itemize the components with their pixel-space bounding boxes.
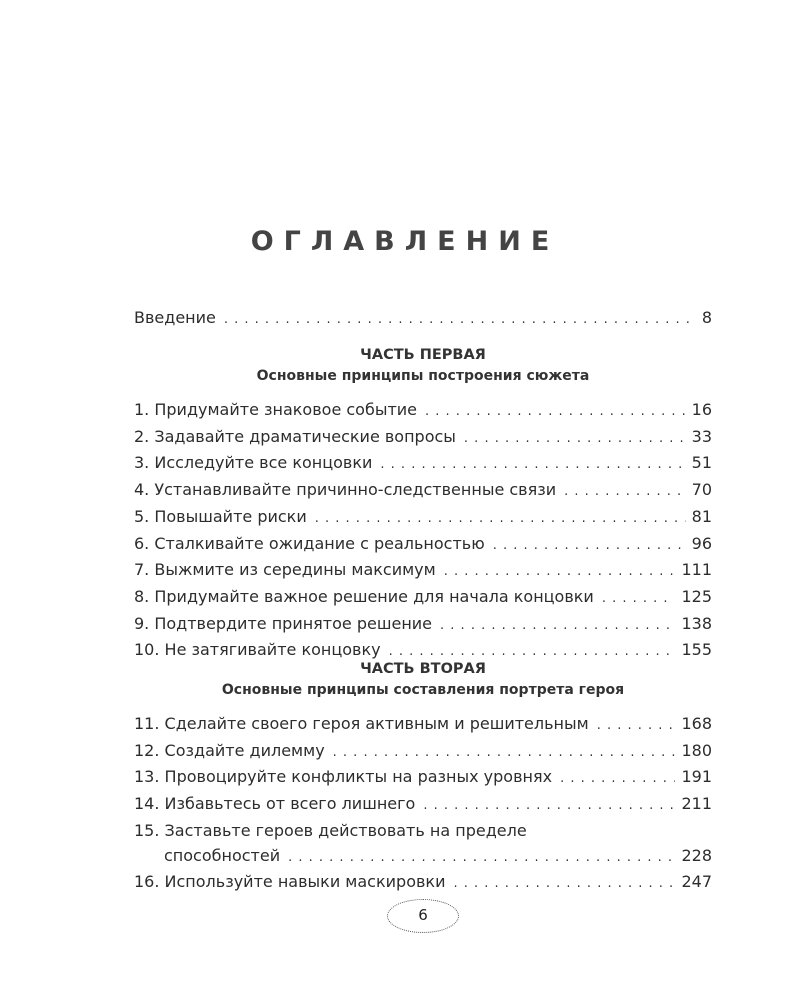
toc-entry[interactable] [134,425,712,452]
toc-entry-label: 1. Придумайте знаковое событие [134,400,418,419]
page-title: ОГЛАВЛЕНИЕ [250,226,560,257]
dot-leader [333,741,676,766]
toc-entry[interactable] [134,505,712,532]
dot-leader [444,560,676,585]
dot-leader [560,767,675,792]
part-two-list [134,712,712,897]
toc-entry-line2 [134,844,712,871]
toc-entry-label: 2. Задавайте драматические вопросы [134,426,456,446]
toc-entry[interactable] [134,558,712,585]
toc-entry-label: 10. Не затягивайте концовку [134,640,381,660]
toc-entry[interactable] [134,398,712,425]
toc-entry-page: 247 [681,872,712,892]
toc-entry-label: 5. Повышайте риски [134,506,307,526]
part-heading: ЧАСТЬ ВТОРАЯ [360,661,486,677]
toc-entry-page: 211 [681,794,712,814]
dot-leader [464,427,686,452]
dot-leader [288,846,675,871]
toc-entry-label-continued: способностей [164,845,281,865]
toc-entry-label: 4. Устанавливайте причинно-следственные связи [134,480,557,500]
page-number: 6 [387,899,459,933]
toc-entry-label: 8. Придумайте важное решение для начала концовки [134,586,594,606]
toc-entry-page: 16 [691,400,712,419]
toc-entry-page: 180 [681,740,712,760]
toc-entry[interactable] [134,532,712,559]
part-two [134,659,712,701]
toc-entry[interactable] [134,765,712,792]
toc-intro [134,306,712,333]
toc-entry-label: 3. Исследуйте все концовки [134,453,373,473]
toc-entry-page: 111 [681,560,712,580]
toc-entry-page: 81 [691,506,712,526]
toc-entry-page: 70 [691,480,712,500]
toc-entry-line1 [134,819,712,844]
toc-entry-label: 9. Подтвердите принятое решение [134,613,433,633]
toc-entry[interactable] [134,451,712,478]
toc-entry[interactable] [134,739,712,766]
toc-entry-label: 12. Создайте дилемму [134,740,325,760]
dot-leader [597,714,676,739]
toc-entry-label: 7. Выжмите из середины максимум [134,560,436,580]
toc-entry-label: 11. Сделайте своего героя активным и решительным [134,714,589,733]
toc-entry-page: 33 [691,426,712,446]
toc-entry[interactable] [134,712,712,739]
toc-entry[interactable] [134,478,712,505]
toc-entry-page: 138 [681,613,712,633]
toc-entry[interactable] [134,819,712,870]
part-subtitle: Основные принципы построения сюжета [256,368,590,384]
toc-entry-page: 51 [691,453,712,473]
dot-leader [423,794,675,819]
toc-entry-label: 6. Сталкивайте ожидание с реальностью [134,533,485,553]
toc-entry[interactable] [134,612,712,639]
toc-entry-page: 125 [681,586,712,606]
toc-entry[interactable] [134,585,712,612]
toc-entry[interactable] [134,870,712,897]
part-one [134,345,712,387]
dot-leader [380,453,685,478]
toc-entry-label: 14. Избавьтесь от всего лишнего [134,794,416,814]
part-subtitle: Основные принципы составления портрета героя [221,682,625,698]
toc-entry-page: 191 [681,767,712,787]
dot-leader [564,480,686,505]
toc-entry[interactable] [134,306,712,333]
toc-entry-page: 96 [691,533,712,553]
toc-entry-page: 168 [681,714,712,733]
dot-leader [315,507,686,532]
dot-leader [602,587,676,612]
toc-entry-page: 228 [681,845,712,865]
toc-entry-label: 16. Используйте навыки маскировки [134,872,446,892]
part-one-list [134,398,712,665]
toc-entry-label: 15. Заставьте героев действовать на пределе [134,820,527,840]
part-heading: ЧАСТЬ ПЕРВАЯ [360,347,486,363]
toc-entry-page: 8 [701,308,712,327]
dot-leader [224,308,696,333]
dot-leader [493,534,686,559]
dot-leader [453,872,675,897]
toc-entry-label: Введение [134,308,216,327]
dot-leader [425,400,686,425]
toc-entry-page: 155 [681,640,712,660]
dot-leader [440,614,675,639]
toc-entry[interactable] [134,792,712,819]
toc-entry-label: 13. Провоцируйте конфликты на разных уровнях [134,767,553,787]
